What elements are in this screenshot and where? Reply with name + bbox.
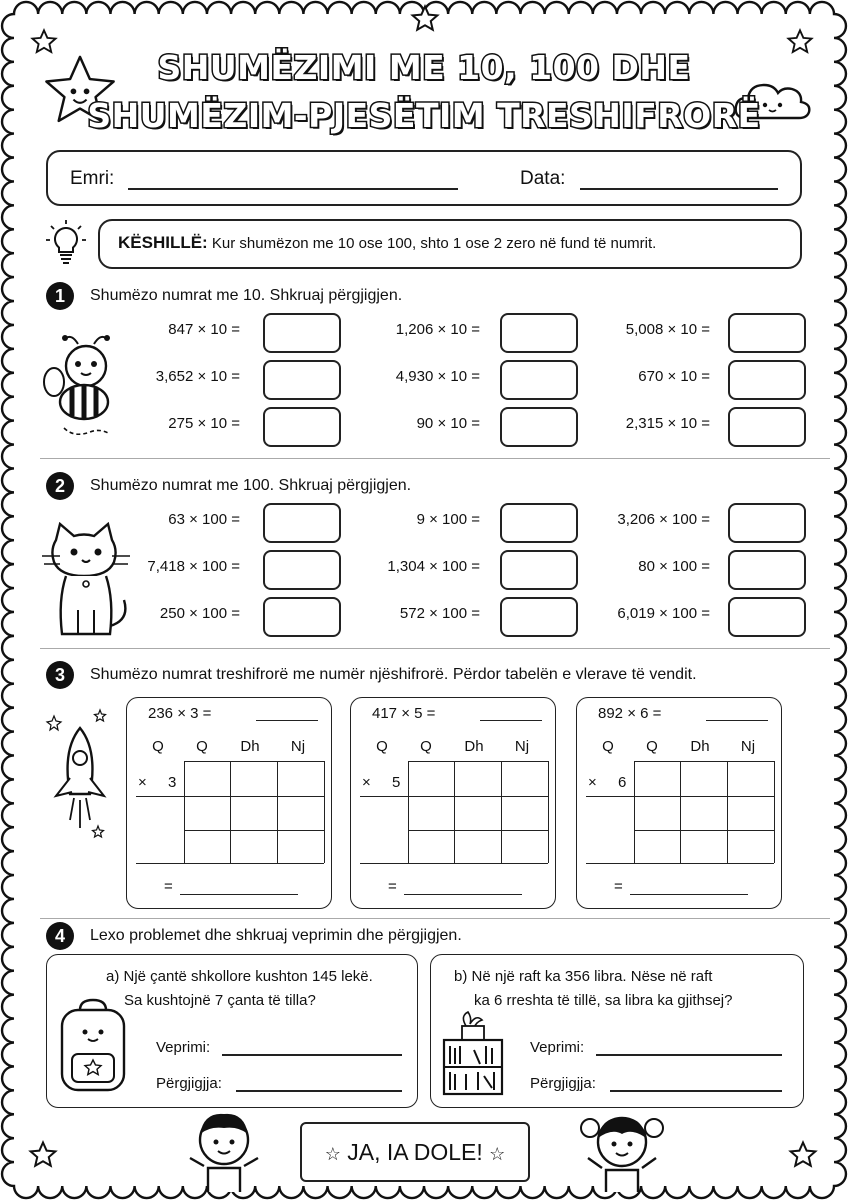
- times-sign: ×: [362, 774, 371, 791]
- equation-label: 3,652 × 10 =: [155, 368, 240, 385]
- backpack-icon: [52, 998, 134, 1094]
- place-value-card: [126, 697, 332, 909]
- name-date-box: [46, 150, 802, 206]
- date-field[interactable]: [580, 188, 778, 190]
- grid-line: [634, 761, 635, 863]
- equation-label: 1,206 × 10 =: [395, 321, 480, 338]
- result-line: [136, 863, 324, 864]
- problem-a-line-2: Sa kushtojnë 7 çanta të tilla?: [124, 992, 316, 1009]
- answer-box[interactable]: [728, 550, 806, 590]
- problem-label: 417 × 5 =: [372, 705, 436, 722]
- bee-icon: [42, 332, 120, 444]
- result-line: [586, 863, 774, 864]
- result-answer-line[interactable]: [630, 894, 748, 895]
- grid-line: [454, 761, 455, 863]
- column-header: Dh: [464, 738, 484, 755]
- problem-a-answer-label: Përgjigjja:: [156, 1075, 222, 1092]
- result-answer-line[interactable]: [180, 894, 298, 895]
- divider: [40, 458, 830, 459]
- equation-label: 670 × 10 =: [638, 368, 710, 385]
- equation-label: 6,019 × 100 =: [617, 605, 710, 622]
- problem-b-line-1: b) Në një raft ka 356 libra. Nëse në raft: [454, 968, 713, 985]
- grid-line: [408, 796, 548, 797]
- equation-label: 4,930 × 10 =: [395, 368, 480, 385]
- equation-label: 5,008 × 10 =: [625, 321, 710, 338]
- grid-line: [408, 761, 548, 762]
- grid-line: [634, 796, 774, 797]
- problem-a-answer-field[interactable]: [236, 1090, 402, 1092]
- section-3-number: 3: [46, 661, 74, 689]
- equals-sign: =: [164, 878, 173, 895]
- bookshelf-icon: [440, 1010, 506, 1098]
- problem-b-answer-field[interactable]: [610, 1090, 782, 1092]
- grid-line: [408, 761, 409, 863]
- equation-label: 3,206 × 100 =: [617, 511, 710, 528]
- page-title-line-2: SHUMËZIM-PJESËTIM TRESHIFRORË: [87, 96, 761, 135]
- multiplier-digit: 6: [618, 774, 627, 791]
- section-2-number: 2: [46, 472, 74, 500]
- column-header: Q: [376, 738, 388, 755]
- page-title-line-1: SHUMËZIMI ME 10, 100 DHE: [157, 48, 691, 87]
- column-header: Q: [602, 738, 614, 755]
- grid-line: [408, 830, 548, 831]
- equation-label: 572 × 100 =: [399, 605, 480, 622]
- answer-box[interactable]: [728, 407, 806, 447]
- equals-sign: =: [388, 878, 397, 895]
- problem-a-line-1: a) Një çantë shkollore kushton 145 lekë.: [106, 968, 373, 985]
- grid-line: [634, 830, 774, 831]
- equation-label: 847 × 10 =: [168, 321, 240, 338]
- star-icon: [410, 4, 440, 34]
- problem-b-answer-label: Përgjigjja:: [530, 1075, 596, 1092]
- multiplier-digit: 3: [168, 774, 177, 791]
- star-icon: [28, 1140, 58, 1170]
- star-icon: ☆: [324, 1144, 341, 1164]
- answer-box[interactable]: [728, 313, 806, 353]
- boy-icon: [184, 1104, 264, 1194]
- grid-line: [501, 761, 502, 863]
- problem-label: 236 × 3 =: [148, 705, 212, 722]
- section-4-number: 4: [46, 922, 74, 950]
- section-3-title: Shumëzo numrat treshifrorë me numër njëshifrorë. Përdor tabelën e vlerave të vendit.: [90, 666, 697, 683]
- congrats-banner: [300, 1122, 530, 1182]
- multiplier-digit: 5: [392, 774, 401, 791]
- section-1-number: 1: [46, 282, 74, 310]
- equation-label: 80 × 100 =: [638, 558, 710, 575]
- equation-label: 275 × 10 =: [168, 415, 240, 432]
- lightbulb-icon: [44, 218, 88, 270]
- star-icon: [788, 1140, 818, 1170]
- problem-answer-line[interactable]: [480, 720, 542, 721]
- times-sign: ×: [138, 774, 147, 791]
- grid-line: [548, 761, 549, 863]
- equation-label: 63 × 100 =: [168, 511, 240, 528]
- star-icon: ☆: [489, 1144, 506, 1164]
- section-1-title: Shumëzo numrat me 10. Shkruaj përgjigjen.: [90, 287, 403, 304]
- divider: [40, 918, 830, 919]
- girl-icon: [578, 1104, 666, 1194]
- column-header: Q: [152, 738, 164, 755]
- equation-label: 250 × 100 =: [159, 605, 240, 622]
- date-label: Data:: [520, 168, 566, 189]
- name-field[interactable]: [128, 188, 458, 190]
- equation-label: 90 × 10 =: [416, 415, 480, 432]
- problem-label: 892 × 6 =: [598, 705, 662, 722]
- banner-text: JA, IA DOLE!: [347, 1139, 483, 1165]
- column-header: Nj: [290, 738, 306, 755]
- grid-line: [277, 761, 278, 863]
- result-line: [360, 863, 548, 864]
- name-label: Emri:: [70, 168, 115, 189]
- place-value-card: [350, 697, 556, 909]
- multiply-underline: [586, 796, 634, 797]
- grid-line: [184, 796, 324, 797]
- answer-box[interactable]: [728, 360, 806, 400]
- problem-answer-line[interactable]: [706, 720, 768, 721]
- equation-label: 2,315 × 10 =: [625, 415, 710, 432]
- rocket-icon: [44, 708, 114, 858]
- answer-box[interactable]: [728, 503, 806, 543]
- grid-line: [634, 761, 774, 762]
- problem-answer-line[interactable]: [256, 720, 318, 721]
- column-header: Q: [646, 738, 658, 755]
- column-header: Dh: [690, 738, 710, 755]
- grid-line: [230, 761, 231, 863]
- section-4-title: Lexo problemet dhe shkruaj veprimin dhe përgjigjen.: [90, 927, 462, 944]
- column-header: Q: [196, 738, 208, 755]
- equation-label: 7,418 × 100 =: [147, 558, 240, 575]
- grid-line: [184, 830, 324, 831]
- problem-b-operation-field[interactable]: [596, 1054, 782, 1056]
- column-header: Dh: [240, 738, 260, 755]
- equals-sign: =: [614, 878, 623, 895]
- problem-a-operation-field[interactable]: [222, 1054, 402, 1056]
- grid-line: [680, 761, 681, 863]
- column-header: Q: [420, 738, 432, 755]
- section-2-title: Shumëzo numrat me 100. Shkruaj përgjigjen.: [90, 477, 412, 494]
- place-value-card: [576, 697, 782, 909]
- column-header: Nj: [514, 738, 530, 755]
- column-header: Nj: [740, 738, 756, 755]
- multiply-underline: [360, 796, 408, 797]
- tip-body: Kur shumëzon me 10 ose 100, shto 1 ose 2 zero në fund të numrit.: [211, 235, 657, 252]
- times-sign: ×: [588, 774, 597, 791]
- problem-b-operation-label: Veprimi:: [530, 1039, 585, 1056]
- equation-label: 9 × 100 =: [416, 511, 480, 528]
- grid-line: [184, 761, 324, 762]
- tip-text: [118, 233, 656, 253]
- grid-line: [727, 761, 728, 863]
- problem-a-operation-label: Veprimi:: [156, 1039, 211, 1056]
- answer-box[interactable]: [728, 597, 806, 637]
- result-answer-line[interactable]: [404, 894, 522, 895]
- grid-line: [774, 761, 775, 863]
- multiply-underline: [136, 796, 184, 797]
- problem-b-line-2: ka 6 rreshta të tillë, sa libra ka gjithsej?: [474, 992, 733, 1009]
- cat-icon: [40, 522, 132, 642]
- equation-label: 1,304 × 100 =: [387, 558, 480, 575]
- grid-line: [184, 761, 185, 863]
- tip-label: KËSHILLË:: [118, 233, 208, 252]
- grid-line: [324, 761, 325, 863]
- divider: [40, 648, 830, 649]
